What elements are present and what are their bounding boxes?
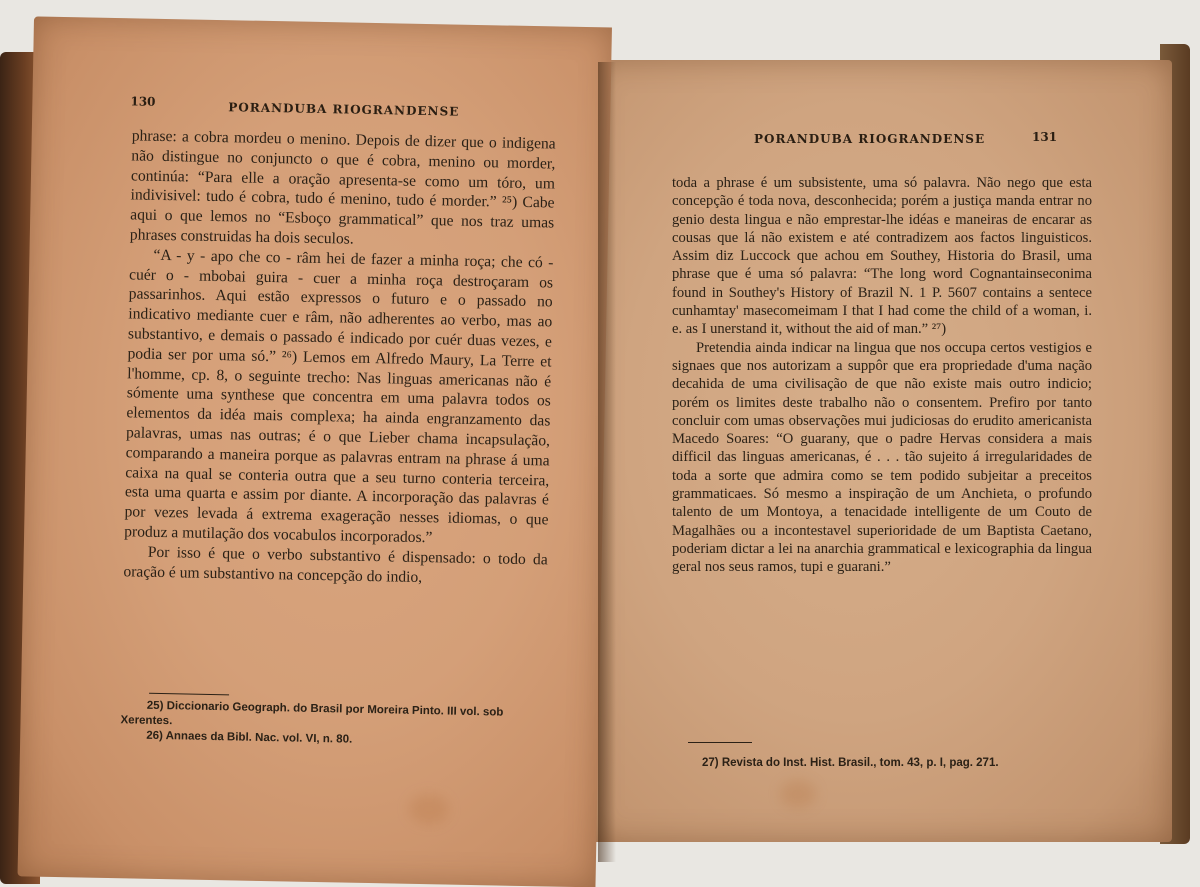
book-gutter — [598, 62, 616, 862]
paragraph: phrase: a cobra mordeu o menino. Depois de dizer que o indigena não distingue no conjuncto o que é cobra, menino ou morder, continúa: “Para elle a oração apresenta-se como um tóro, um indivisivel: tudo é cobra, tudo é menino, tudo é morder.” ²⁵) Cabe aqui o que lemos no “Esboço grammatical” que nos traz umas phrases construidas ha dois seculos. — [129, 127, 556, 248]
paragraph: “A - y - apo che co - râm hei de fazer a minha roça; che có - cuér o - mbobai guira - cuer a minha roça destroçaram os passarinhos. Aqui estão expressos o futuro e o passado no indicativo mediante cuer e râm, não adherentes ao verbo, mas ao substantivo, e demais o passado é indicado por cuér duas vezes, e podia ser por uma só.” ²⁶) Lemos em Alfredo Maury, La Terre et l'homme, cp. 8, o seguinte trecho: Nas linguas americanas não é sómente uma synthese que concentra em uma palavra todos os elementos da idéa mais complexa; ha ainda engranzamento das palavras, umas nas outras; é o que Lieber chama incapsulação, comparando a maneira porque as palavras entram na phrase á uma caixa na qual se conteria outra que a seu turno conteria terceira, esta uma quarta e assim por diante. A incorporação das palavras é por vezes levada á extrema exageração nesses idiomas, o que produz a mutilação dos vocabulos incorporados.” — [124, 246, 554, 547]
right-page — [592, 60, 1172, 842]
left-page — [18, 16, 612, 887]
paragraph: toda a phrase é um subsistente, uma só palavra. Não nego que esta concepção é toda nova, desconhecida; porém a justiça manda entrar no genio desta lingua e não emprestar-lhe idéas e maneiras de encarar as cousas que lá não existem e até contradizem aos factos linguisticos. Assim diz Luccock que achou em Southey, Historia do Brasil, uma phrase que é uma só palavra: “The long word Cognantainseconima found in Southey's History of Brazil N. 1 P. 5607 contains a sentece cunhamtay' masecomeimam I that I had come the child of a woman, i. e. as I unerstand it, without the aid of man.” ²⁷) — [672, 175, 1092, 338]
footnote: 26) Annaes da Bibl. Nac. vol. VI, n. 80. — [146, 729, 353, 746]
running-head-left: PORANDUBA RIOGRANDENSE — [228, 100, 460, 119]
running-head-right: PORANDUBA RIOGRANDENSE — [754, 132, 986, 146]
paragraph: Pretendia ainda indicar na lingua que nos occupa certos vestigios e signaes que nos autorizam a suppôr que era propriedade d'uma nação decahida de uma civilisação de que não existe mais outro indicio; porém os limites deste trabalho não o consentem. Prefiro por tanto concluir com umas observações mui judiciosas do erudito americanista Macedo Soares: “O guarany, que o padre Hervas considera a mais difficil das linguas americanas, é . . . tão sujeito á irregularidades de toda a sorte que admira como se tem podido subjeitar a preceitos grammaticaes. Só mesmo a inspiração de um Anchieta, o profundo talento de um Montoya, a tenacidade intelligente de um Couto de Magalhães ou a incontestavel superioridade de um Baptista Caetano, poderiam dictar a lei na anarchia grammatical e lexicographia da lingua geral nos seus ramos, tupi e guarani.” — [672, 339, 1092, 576]
page-number-left: 130 — [130, 94, 156, 109]
footnote: 25) Diccionario Geograph. do Brasil por Moreira Pinto. III vol. sob Xerentes. — [120, 699, 504, 728]
page-stain — [780, 780, 816, 808]
left-page-body — [123, 126, 556, 589]
footnote-rule — [688, 742, 752, 743]
page-stain — [409, 794, 450, 825]
right-page-body — [672, 174, 1092, 577]
open-book — [0, 22, 1190, 884]
page-number-right: 131 — [1032, 130, 1058, 144]
footnote: 27) Revista do Inst. Hist. Brasil., tom. 43, p. I, pag. 271. — [702, 757, 999, 769]
paragraph: Por isso é que o verbo substantivo é dispensado: o todo da oração é um substantivo na concepção do indio, — [123, 543, 548, 586]
footnote-rule — [149, 693, 229, 696]
